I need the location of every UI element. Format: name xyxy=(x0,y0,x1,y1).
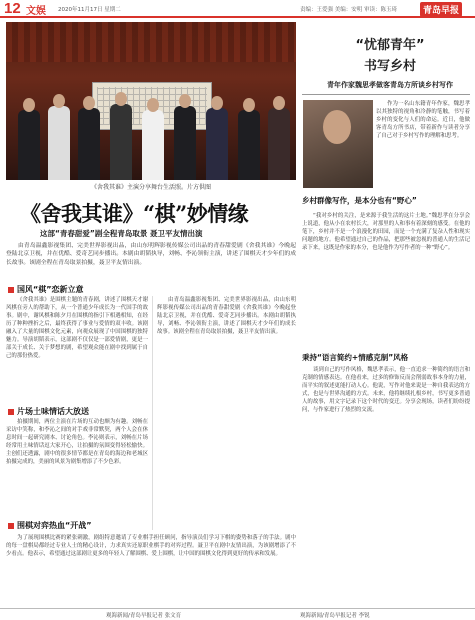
side-section-body: “我对乡村的关注，是来源于我生活的这片土地。”魏思孝在分享会上说道，他从小在农村长大，对那里的人和事有着深刻的感受。在他的笔下，乡村并不是一个浪漫化的田园，而是一个充满了复杂人性和现实问题的地方。他希望通过自己的作品，把那些被忽视的普通人的生活记录下来，这既是作家的本分，也是他作为写作者的一种“野心”。 xyxy=(302,213,470,251)
stage-photo xyxy=(6,22,296,180)
footer-bar xyxy=(0,608,475,620)
square-bullet-icon xyxy=(8,287,14,293)
author-portrait xyxy=(303,100,373,188)
side-subheadline: 青年作家魏思孝做客青岛方所谈乡村写作 xyxy=(327,81,453,89)
lead-paragraph: 由青岛温鑫影视集团、完美世界影视出品，由山东明辉影视传媒公司出品的青春甜爱剧《舍我其谁》今晚起登陆北京卫视，并在优酷、爱奇艺同步播出。本剧由胡韬执导，刘畅、李沁领衔主演，讲述了围棋天才少年们的成长故事。该剧全程在青岛取景拍摄，聂卫平友情出演。 xyxy=(6,243,296,266)
main-headline: 《舍我其谁》“棋”妙情缘 xyxy=(20,201,249,226)
side-intro: 作为一名山东籍青年作家，魏思孝以其独特的视角和冷静的笔触，书写着乡村的变化与人们的命运。近日，他做客青岛方所书店，带着新作与读者分享了自己对于乡村写作的理解和思考。 xyxy=(376,101,470,139)
photo-caption: 《舍我其谁》主演分享舞台生活照。片方供图 xyxy=(90,184,211,191)
byline-side: 观海新闻/青岛早报记者 李锐 xyxy=(300,613,370,619)
issue-date: 2020年11月17日 星期二 xyxy=(58,7,121,13)
section-name: 文娱 xyxy=(26,6,46,17)
section-body: 《舍我其谁》是围棋主题的青春剧，讲述了围棋天才谢风棋在旁人的帮助下，从一个普通少年成长为一代国手的故事。剧中，谢风棋和陈夕月在围棋的指引下相遇相知，在经历了种种挫折之后，最终获得了事业与爱情的双丰收。该剧融入了大量的围棋文化元素，向观众展现了中国围棋的独特魅力。导演胡韬表示，这部剧不仅仅是一部爱情剧，更是一部关于成长、关于梦想的剧，希望观众能在剧中找到属于自己的那份热爱。 xyxy=(6,297,148,359)
main-subheadline: 这部“青春甜爱”剧全程青岛取景 聂卫平友情出演 xyxy=(40,229,203,238)
section-body-continued: 由青岛温鑫影视集团、完美世界影视出品，由山东明辉影视传媒公司出品的青春甜爱剧《舍我其谁》今晚起登陆北京卫视，并在优酷、爱奇艺同步播出。本剧由胡韬执导，刘畅、李沁领衔主演，讲述了围棋天才少年们的成长故事。该剧全程在青岛取景拍摄，聂卫平友情出演。 xyxy=(152,296,296,530)
square-bullet-icon xyxy=(8,409,14,415)
divider xyxy=(302,94,470,95)
section-body: 拍摄期间，两位主演在片场的互动也颇为有趣。刘畅在采访中笑称，和李沁之间的对手戏非常默契，两个人会在休息时间一起研究剧本、讨论角色。李沁则表示，刘畅在片场经常用土味情话逗大家开心，让拍摄的氛围变得轻松愉快。主创们还透露，剧中的很多情节都是在青岛的海边和老城区拍摄完成的，美丽的风景为剧集增添了不少色彩。 xyxy=(6,419,148,465)
section-heading: 围棋对弈热血“开战” xyxy=(8,520,92,531)
cast-member xyxy=(206,108,228,180)
section-heading: 国风“棋”恋新立意 xyxy=(8,284,84,295)
side-headline-line2: 书写乡村 xyxy=(363,59,416,74)
cast-member xyxy=(238,110,260,180)
section-heading: 片场土味情话大放送 xyxy=(8,406,89,417)
side-section-body: 谈到自己的写作风格，魏思孝表示，他一直追求一种简约的语言和克制的情感表达。在他看来，过多的修饰反而会削弱故事本身的力量，而平实的叙述更能打动人心。他说，写作对他来说是一种自我表达的方式，也是与世界沟通的方式。未来，他将继续扎根乡村，书写更多普通人的故事，用文字记录下这个时代的变迁。分享会现场，读者们纷纷提问，与作家进行了热烈的交流。 xyxy=(302,367,470,413)
cast-member xyxy=(78,108,100,180)
cast-member xyxy=(142,110,164,180)
page-number: 12 xyxy=(4,0,21,17)
cast-member xyxy=(174,106,196,180)
cast-member xyxy=(110,104,132,180)
side-story-header xyxy=(320,34,460,90)
stage-curtain xyxy=(6,22,296,62)
side-headline-line1: “忧郁青年” xyxy=(355,38,425,53)
editor-credits: 责编：王爱强 美编：安明 审读：陈玉琦 xyxy=(300,7,397,13)
cast-member xyxy=(48,106,70,180)
cast-member xyxy=(18,110,40,180)
side-section-heading: 乡村群像写作，是本分也有“野心” xyxy=(302,196,417,205)
side-section-heading: 秉持“语言简约+情感克制”风格 xyxy=(302,353,409,362)
masthead xyxy=(0,0,475,18)
newspaper-logo: 青岛早报 xyxy=(420,2,462,17)
cast-member xyxy=(268,108,290,180)
section-body: 为了展现围棋比赛的紧张刺激，剧组特意邀请了专业棋手担任顾问，指导演员们学习下棋的姿势和落子的手法。剧中的每一盘棋局都经过专业人士的精心设计，力求真实还原职业棋手的对弈过程。聂卫平在剧中友情出演，为该剧增添了不少看点。他表示，希望通过这部剧让更多的年轻人了解围棋、爱上围棋，让中国的围棋文化得到更好的传承和发展。 xyxy=(6,535,296,557)
square-bullet-icon xyxy=(8,523,14,529)
byline-main: 观海新闻/青岛早报记者 张文育 xyxy=(106,613,182,619)
